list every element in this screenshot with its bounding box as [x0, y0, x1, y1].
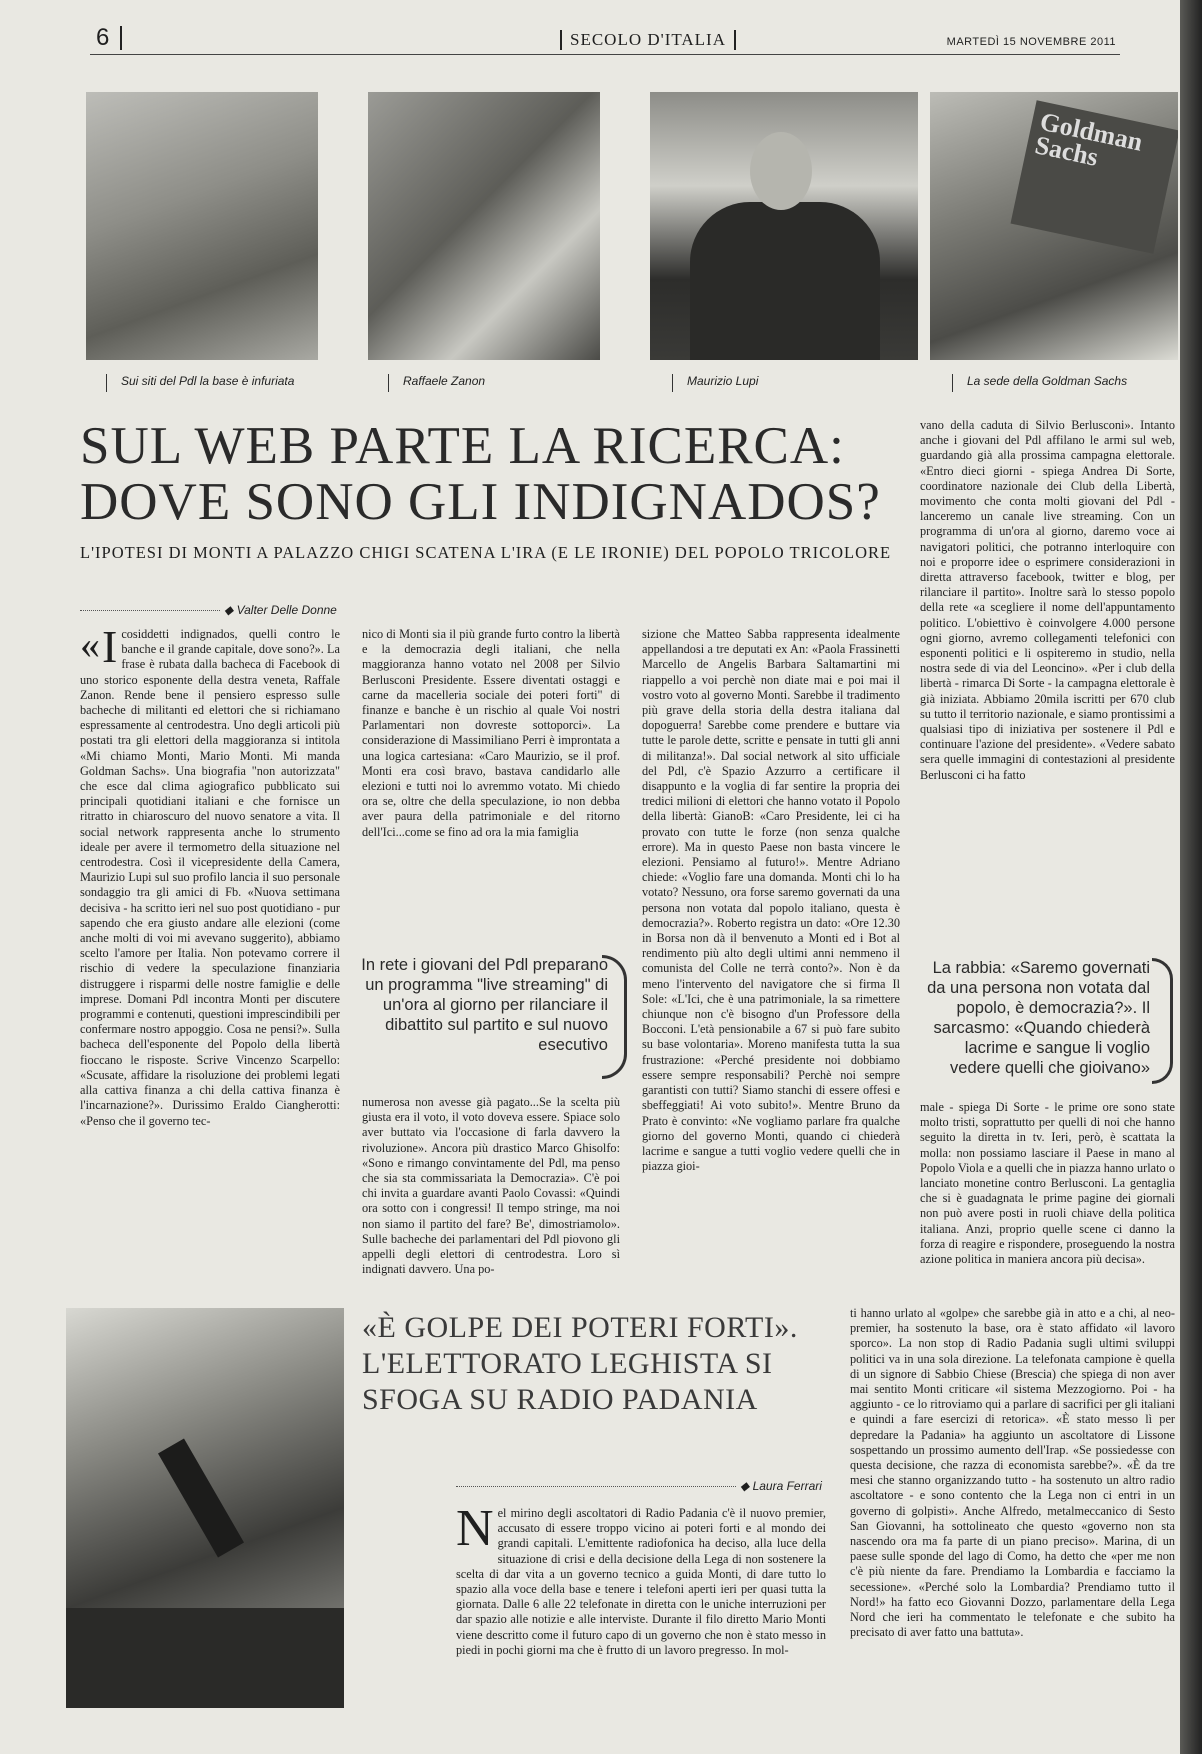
headline-line: DOVE SONO GLI INDIGNADOS?: [80, 473, 881, 531]
newspaper-name: SECOLO D'ITALIA: [560, 30, 736, 50]
binding-gutter: [1180, 0, 1202, 1754]
byline-rule: [80, 610, 220, 612]
photo-caption: Raffaele Zanon: [388, 374, 485, 392]
photo-caption: Sui siti del Pdl la base è infuriata: [106, 374, 294, 392]
photo-mixing-desk: [66, 1608, 344, 1708]
goldman-sachs-sign: Goldman Sachs: [1010, 100, 1178, 254]
article-column-3: sizione che Matteo Sabba rappresenta idealmente appellandosi a tre deputati ex An: «Paola Frassinetti Marcello de Angelis Barbara Saltamartini mi riappello a voi perchè non diate mai e poi mai il vostro voto al governo Monti. Sarebbe il tradimento più grave della storia della destra italiana dal dopoguerra! Sarebbe come prendere e buttare via tutte le parole dette, scritte e pensate in tutti gli anni di militanza!». Dal social network al sito ufficiale del Pdl, c'è Spazio Azzurro a certificare il disappunto e la voglia di far sentire la propria dei tredici milioni di elettori che hanno votato il Popolo della libertà: GianoB: «Caro Presidente, lei ci ha provato con tutte le forze (non senza qualche errore). Ma in questo Paese non basta vincere le elezioni. Pensiamo al futuro!». Mentre Adriano chiede: «Voglio fare una domanda. Monti chi lo ha votato? Nessuno, ora forse saremo governati da una persona non votata dal popolo italiano, questa è democrazia?». Roberto registra un dato: «Ore 12.30 in Borsa non dà il benvenuto a Monti ed i Bot al rendimento più alto degli ultimi anni nemmeno il comunista del Colle ne terrà conto?». Non è da meno l'intervento del navigatore che si firma Il Sole: «L'Ici, che è una patrimoniale, la sa rimettere chiunque non c'è bisogno d'un Professore della Bocconi. L'età pensionabile a 67 si può fare subito su base volontaria». Moreno manifesta tutta la sua frustrazione: «Perché presidente noi dobbiamo essere sempre responsabili? Perchè noi sempre garantisti con tutti? Siamo stanchi di essere offesi e sbeffeggiati! Ai voto subito!». Mentre Bruno da Prato è convinto: «Ne vogliamo parlare fra qualche giorno del governo Monti, quando ci chiederà lacrime e sangue a tutti voglio vedere quelli che in piazza gioi-: [642, 627, 900, 1174]
page-number: 6: [96, 24, 110, 51]
photo-pdl-flags: [86, 92, 318, 360]
article2-column-1: Nel mirino degli ascoltatori di Radio Padania c'è il nuovo premier, accusato di essere troppo vicino ai poteri forti e al mondo dei grandi capitali. L'emittente radiofonica ha deciso, alla luce della situazione di crisi e della decisione della Lega di non sostenere la scelta di dar vita a un governo tecnico a guida Monti, di dare tutto lo spazio alla voce della base e tenere i telefoni aperti ieri per quasi tutta la giornata. Dalle 6 alle 22 telefonate in diretta con le uniche interruzioni per dar spazio alle notizie e alle interviste. Durante il filo diretto Mario Monti viene descritto come il futuro capo di un governo che non è stato messo in piedi in pochi giorni ma che è frutto di un lavoro pregresso. In mol-: [456, 1506, 826, 1657]
photo-maurizio-lupi: [650, 92, 918, 360]
pull-quote-youth: In rete i giovani del Pdl preparano un programma "live streaming" di un'ora al giorno per rilanciare il dibattito sul partito e sul nuovo esecutivo: [361, 956, 608, 1054]
article-column-1: « I cosiddetti indignados, quelli contro le banche e il grande capitale, dove sono?». La frase è rubata dalla bacheca di Facebook di uno storico esponente della destra veneta, Raffale Zanon. Rende bene il pensiero espresso sulle bacheche di militanti ed elettori che si richiamano espressamente al centrodestra. Uno degli articoli più postati tra gli elettori della maggioranza si intitola «Mi chiamo Monti, Mario Monti. Mi manda Goldman Sachs». Una biografia "non autorizzata" che esce dal clima agiografico pubblicato sui principali quotidiani italiani e che fornisce un ritratto in chiaroscuro del nuovo senatore a vita. Il social network rappresenta anche lo strumento ideale per avere il termometro della situazione nel centrodestra. Così il vicepresidente della Camera, Maurizio Lupi sul suo profilo lancia il suo personale sondaggio tra gli amici di Fb. «Nuova settimana decisiva - ha scritto ieri nel suo post quotidiano - pur sapendo che era giusto andare alle elezioni (come anche molti di voi mi avevano suggerito), abbiamo scelto l'amore per Italia. Non potevamo correre il rischio di vedere la speculazione finanziaria distruggere i risparmi delle nostre famiglie e delle imprese. Domani Pdl incontra Monti per discutere programmi e contenuti, questioni imprescindibili per confermare nostro appoggio. Cosa ne pensi?». Sulla bacheca dell'esponente del Popolo della libertà fioccano le risposte. Scrive Vincenzo Scarpello: «Scusate, affidare la risoluzione dei problemi legati alla cattiva finanza a chi della cattiva finanza è l'incarnazione?». Durissimo Eraldo Ciangherotti: «Penso che il governo tec-: [80, 627, 340, 1128]
article-column-4-bottom: male - spiega Di Sorte - le prime ore sono state molto tristi, soprattutto per quelli di noi che hanno seguito la diretta in tv. Ieri, però, è scattata la molla: non possiamo lasciare il Paese in mano al Popolo Viola e a quelli che in piazza hanno urlato o lanciato monetine contro Berlusconi. La gentaglia che si è guadagnata le prime pagine dei giornali non può avere posti in ruoli chiave della politica italiana. Anzi, proprio quelle scene ci danno la forza di reagire e rispondere, proseguendo la nostra azione politica in maniera ancora più decisa».: [920, 1100, 1175, 1267]
headline-line: SUL WEB PARTE LA RICERCA:: [80, 417, 845, 475]
pull-quote-brace: [1152, 958, 1173, 1084]
issue-date: MARTEDÌ 15 NOVEMBRE 2011: [946, 36, 1116, 48]
header-divider: [120, 26, 122, 50]
photo-goldman-sachs: [930, 92, 1178, 360]
subheadline: L'IPOTESI DI MONTI A PALAZZO CHIGI SCATENA L'IRA (E LE IRONIE) DEL POPOLO TRICOLORE: [80, 543, 892, 562]
dropcap-letter: I: [102, 627, 118, 672]
pull-quote-brace: [602, 955, 627, 1079]
photo-microphone: [158, 1439, 244, 1558]
photo-raffaele-zanon: [368, 92, 600, 360]
dropcap-quote: «: [80, 627, 100, 667]
photo-caption: Maurizio Lupi: [672, 374, 758, 392]
photo-figure-suit: [690, 202, 880, 360]
article-column-2-top: nico di Monti sia il più grande furto contro la libertà e la democrazia degli italiani, che nella maggioranza hanno votato nel 2008 per Silvio Berlusconi Presidente. Essere diventati ostaggi e carne da macelleria sociale dei poteri forti" di finanze e banche è un rischio al quale Voi nostri Parlamentari non dovreste sottoporci». La considerazione di Massimiliano Perri è improntata a una logica cartesiana: «Caro Maurizio, se il prof. Monti era così bravo, bastava candidarlo alle elezioni e tutti noi lo avremmo votato. Mi chiedo ora se, oltre che della speculazione, io non debba aver paura della patrimoniale e del ritorno dell'Ici...come se fino ad ora la mia famiglia: [362, 627, 620, 839]
dropcap-letter: N: [456, 1506, 494, 1557]
article2-column-2: ti hanno urlato al «golpe» che sarebbe già in atto e a chi, al neo-premier, ha sostenuto la base, ora è stato affidato «il lavoro sporco». La non stop di Radio Padania sugli ultimi sviluppi politici va in una sola direzione. La telefonata campione è quella di un signore di Sabbio Chiese (Brescia) che spiega di non aver mai sentito Monti criticare «il sistema Mezzogiorno. Poi - ha aggiunto - ce lo ritroviamo qui a parlare di sacrifici per gli italiani e quindi a fare esercizi di retorica». «È stato messo lì per depredare la Padania» ha aggiunto un ascoltatore di Lissone sospettando un prossimo aumento dell'Irap. «Se possiedesse con questa decisione, che razza di economista sarebbe?». «È da tre mesi che stanno organizzando tutto - ha sostenuto un altro radio ascoltatore - e sono contento che la Lega non ci entri in un governo di golpisti». Anche Alfredo, metalmeccanico di Sesto San Giovanni, ha sottolineato che questo «governo non sta nascendo ora ma fa parte di un piano preciso». Marina, di un paese sulle sponde del lago di Como, ha detto che «per me non c'è più niente da fare. Prendiamo la Lombardia e facciamo la secessione». «Perché solo la Lombardia? Prendiamo tutto il Nord!» ha fatto eco Giovanni Dozzo, parlamentare della Lega Nord che ieri ha commentato le telefonate e che subito ha precisato di aver fatto una battuta».: [850, 1306, 1175, 1640]
main-headline: [80, 418, 930, 530]
byline: ◆ Valter Delle Donne: [224, 603, 337, 617]
page-header: [90, 22, 1120, 55]
byline: ◆ Laura Ferrari: [740, 1479, 822, 1493]
byline-rule: [456, 1486, 736, 1488]
article-column-4-top: vano della caduta di Silvio Berlusconi». Intanto anche i giovani del Pdl affilano le armi sul web, guardando già alla prossima campagna elettorale. «Entro dieci giorni - spiega Andrea Di Sorte, coordinatore nazionale dei Club della Libertà, movimento che conta molti giovani del Pdl - lanceremo un canale live streaming. Con un programma di un'ora al giorno, daremo voce ai navigatori politici, che potranno interloquire con noi e proporre idee o esprimere considerazioni in diretta attraverso facebook, twitter e blog, per rilanciare il partito». Inoltre sarà lo stesso popolo della rete «a scegliere il nome dell'appuntamento politico. L'obiettivo è coinvolgere 4.000 persone ogni giorno, avremo collegamenti telefonici con esponenti politici e li ospiteremo in studio, nella nostra sede di via del Leoncino». «Per i club della libertà - rimarca Di Sorte - la campagna elettorale è già iniziata. Abbiamo 20mila iscritti per 670 club su tutto il territorio nazionale, e siamo prontissimi a qualsiasi tipo di iniziativa per sostenere il Pdl e continuare l'azione del presidente». «Vedere sabato sera quelle immagini di contestazioni al presidente Berlusconi ci ha fatto: [920, 418, 1175, 782]
photo-figure-face: [750, 132, 812, 210]
photo-caption: La sede della Goldman Sachs: [952, 374, 1127, 392]
photo-radio-studio: [66, 1308, 344, 1708]
second-headline: «È GOLPE DEI POTERI FORTI». L'ELETTORATO LEGHISTA SI SFOGA SU RADIO PADANIA: [362, 1311, 798, 1416]
pull-quote-rabbia: La rabbia: «Saremo governati da una persona non votata dal popolo, è democrazia?». Il sarcasmo: «Quando chiederà lacrime e sangue li voglio vedere quelli che gioivano»: [927, 959, 1150, 1077]
article-column-2-bottom: numerosa non avesse già pagato...Se la scelta più giusta era il voto, il voto doveva essere. Spiace solo aver buttato via l'occasione di farla davvero la rivoluzione». Ancora più drastico Marco Ghisolfo: «Sono e rimango convintamente del Pdl, ma penso che sia sta commissariata la Democrazia». C'è poi chi invita a guardare avanti Paolo Covassi: «Quindi ora sotto con i congressi! Il tempo stringe, ma noi non siamo il partito del fare? Be', dimostriamolo». Sulle bacheche dei parlamentari del Pdl piovono gli appelli degli elettori di centrodestra. Loro sì indignati davvero. Una po-: [362, 1095, 620, 1277]
